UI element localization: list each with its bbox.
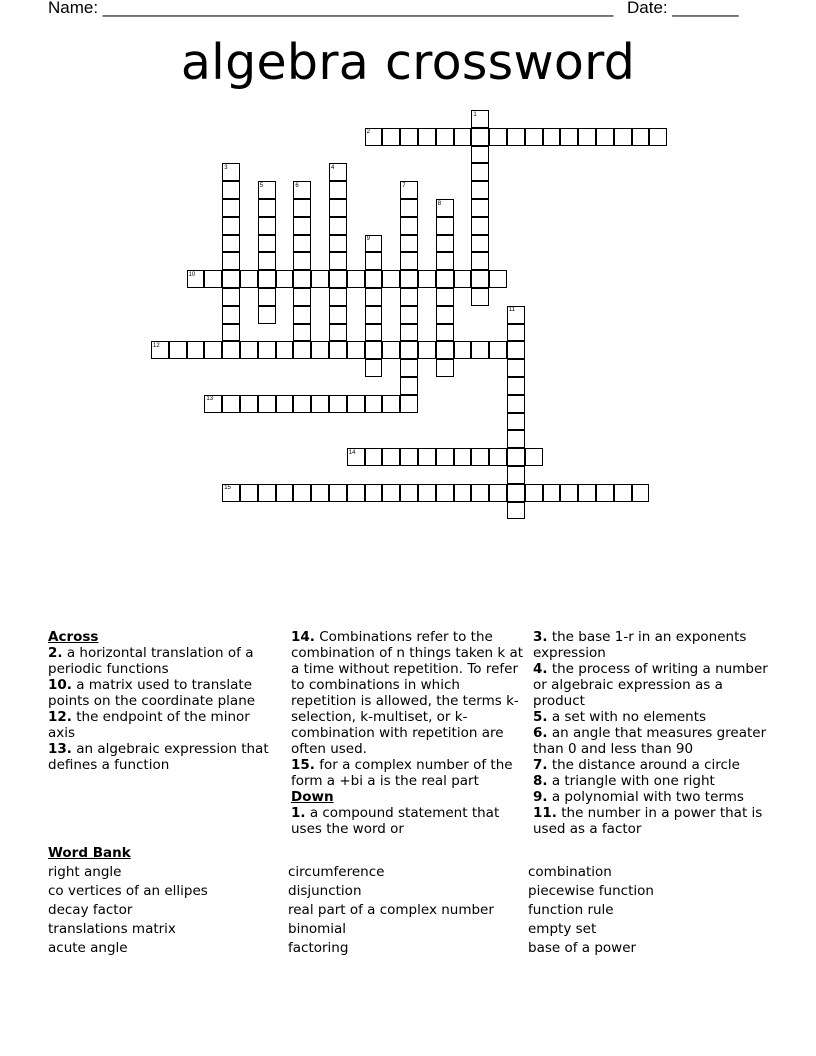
grid-cell[interactable]: [436, 235, 454, 253]
grid-cell[interactable]: [400, 252, 418, 270]
clue-down: [533, 789, 773, 805]
grid-cell[interactable]: [507, 502, 525, 520]
grid-cell[interactable]: [293, 484, 311, 502]
grid-cell[interactable]: [454, 270, 472, 288]
grid-cell[interactable]: [632, 484, 650, 502]
clue-text: a set with no elements: [547, 709, 707, 725]
grid-cell[interactable]: [382, 341, 400, 359]
grid-cell[interactable]: [507, 359, 525, 377]
grid-cell[interactable]: [311, 341, 329, 359]
clue-number-label: 3.: [533, 629, 548, 645]
grid-cell[interactable]: [222, 395, 240, 413]
grid-cell[interactable]: [436, 288, 454, 306]
grid-cell[interactable]: [454, 448, 472, 466]
word-bank-item: empty set: [528, 921, 597, 937]
clue-down: [533, 629, 773, 661]
grid-cell[interactable]: [276, 341, 294, 359]
down-heading: Down: [291, 789, 334, 805]
clue-number-label: 13.: [48, 741, 72, 757]
clue-number: 15: [224, 485, 231, 492]
grid-cell[interactable]: [329, 484, 347, 502]
grid-cell[interactable]: [471, 288, 489, 306]
grid-cell[interactable]: [365, 306, 383, 324]
clue-text: the base 1-r in an exponents expression: [533, 629, 747, 661]
grid-cell[interactable]: [507, 484, 525, 502]
clue-column-1: [48, 629, 273, 773]
name-line: Name: ______________________________________________________: [48, 0, 614, 17]
grid-cell[interactable]: [329, 395, 347, 413]
clue-text: a matrix used to translate points on the coordinate plane: [48, 677, 256, 709]
grid-cell[interactable]: [400, 359, 418, 377]
grid-cell[interactable]: [454, 484, 472, 502]
grid-cell[interactable]: [365, 359, 383, 377]
grid-cell[interactable]: [240, 341, 258, 359]
grid-cell[interactable]: [365, 395, 383, 413]
grid-cell[interactable]: [293, 235, 311, 253]
grid-cell[interactable]: [507, 466, 525, 484]
grid-cell[interactable]: [311, 395, 329, 413]
grid-cell[interactable]: [240, 484, 258, 502]
grid-cell[interactable]: [276, 270, 294, 288]
grid-cell[interactable]: [400, 128, 418, 146]
clue-number-label: 2.: [48, 645, 63, 661]
word-bank-item: function rule: [528, 902, 614, 918]
grid-cell[interactable]: [365, 341, 383, 359]
clue-number-label: 9.: [533, 789, 548, 805]
grid-cell[interactable]: [187, 341, 205, 359]
grid-cell[interactable]: [400, 484, 418, 502]
clue-number: 10: [188, 271, 196, 278]
word-bank-column-3: [528, 863, 763, 958]
grid-cell[interactable]: [222, 341, 240, 359]
word-bank-column-1: [48, 863, 283, 958]
clue-down: [533, 709, 773, 725]
grid-cell[interactable]: [311, 270, 329, 288]
grid-cell[interactable]: [400, 217, 418, 235]
grid-cell[interactable]: [347, 341, 365, 359]
clue-text: the number in a power that is used as a factor: [533, 805, 763, 837]
grid-cell[interactable]: [543, 484, 561, 502]
grid-cell[interactable]: [329, 288, 347, 306]
clue-across: [291, 629, 526, 757]
grid-cell[interactable]: [382, 484, 400, 502]
grid-cell[interactable]: [400, 306, 418, 324]
grid-cell[interactable]: [365, 270, 383, 288]
grid-cell[interactable]: [293, 217, 311, 235]
grid-cell[interactable]: [258, 270, 276, 288]
clue-number: 2: [366, 129, 370, 136]
clue-number: 1: [473, 111, 477, 118]
grid-cell[interactable]: [471, 252, 489, 270]
clue-number-label: 11.: [533, 805, 557, 821]
word-bank-heading: Word Bank: [48, 845, 131, 861]
grid-cell[interactable]: [293, 341, 311, 359]
word-bank-item: piecewise function: [528, 883, 654, 899]
grid-cell[interactable]: [649, 128, 667, 146]
grid-cell[interactable]: [222, 181, 240, 199]
clue-across: [48, 645, 273, 677]
clue-down: [533, 661, 773, 709]
grid-cell[interactable]: [329, 235, 347, 253]
grid-cell[interactable]: [329, 270, 347, 288]
clue-column-2: [291, 629, 526, 837]
clue-text: an angle that measures greater than 0 and less than 90: [533, 725, 767, 757]
across-heading: Across: [48, 629, 99, 645]
clue-text: a polynomial with two terms: [547, 789, 744, 805]
grid-cell[interactable]: [329, 306, 347, 324]
clue-text: a triangle with one right: [547, 773, 715, 789]
grid-cell[interactable]: [436, 359, 454, 377]
grid-cell[interactable]: [222, 252, 240, 270]
grid-cell[interactable]: [507, 341, 525, 359]
grid-cell[interactable]: [329, 341, 347, 359]
grid-cell[interactable]: [418, 128, 436, 146]
grid-cell[interactable]: [293, 270, 311, 288]
grid-cell[interactable]: [293, 288, 311, 306]
grid-cell[interactable]: [222, 288, 240, 306]
grid-cell[interactable]: [471, 163, 489, 181]
grid-cell[interactable]: [507, 128, 525, 146]
grid-cell[interactable]: [347, 484, 365, 502]
word-bank-item: translations matrix: [48, 921, 176, 937]
grid-cell[interactable]: [258, 288, 276, 306]
clue-number: 4: [331, 164, 335, 171]
grid-cell[interactable]: [400, 395, 418, 413]
clue-down: [291, 805, 526, 837]
grid-cell[interactable]: [418, 341, 436, 359]
grid-cell[interactable]: [632, 128, 650, 146]
grid-cell[interactable]: [507, 377, 525, 395]
grid-cell[interactable]: [240, 270, 258, 288]
grid-cell[interactable]: [276, 484, 294, 502]
clue-down: [533, 725, 773, 757]
clue-across: [48, 677, 273, 709]
clue-down: [533, 805, 773, 837]
grid-cell[interactable]: [293, 324, 311, 342]
grid-cell[interactable]: [489, 484, 507, 502]
grid-cell[interactable]: [471, 235, 489, 253]
clue-across: [291, 757, 526, 789]
clue-down: [533, 773, 773, 789]
grid-cell[interactable]: [543, 128, 561, 146]
grid-cell[interactable]: [436, 484, 454, 502]
date-line: Date: _______: [627, 0, 739, 17]
word-bank-item: real part of a complex number: [288, 902, 494, 918]
grid-cell[interactable]: [258, 341, 276, 359]
grid-cell[interactable]: [525, 128, 543, 146]
clue-number: 14: [348, 449, 356, 456]
grid-cell[interactable]: [436, 341, 454, 359]
clue-number: 11: [509, 307, 516, 314]
grid-cell[interactable]: [329, 217, 347, 235]
clue-number: 6: [295, 182, 299, 189]
grid-cell[interactable]: [400, 288, 418, 306]
grid-cell[interactable]: [471, 448, 489, 466]
clue-number-label: 5.: [533, 709, 548, 725]
grid-cell[interactable]: [471, 181, 489, 199]
grid-cell[interactable]: [258, 199, 276, 217]
clue-number: 8: [437, 200, 442, 207]
clue-across: [48, 709, 273, 741]
word-bank-item: circumference: [288, 864, 385, 880]
grid-cell[interactable]: [365, 288, 383, 306]
grid-cell[interactable]: [436, 252, 454, 270]
grid-cell[interactable]: [489, 270, 507, 288]
clue-number-label: 12.: [48, 709, 72, 725]
grid-cell[interactable]: [400, 448, 418, 466]
grid-cell[interactable]: [489, 341, 507, 359]
grid-cell[interactable]: [311, 484, 329, 502]
grid-cell[interactable]: [471, 217, 489, 235]
grid-cell[interactable]: [169, 341, 187, 359]
grid-cell[interactable]: [436, 448, 454, 466]
word-bank-item: disjunction: [288, 883, 362, 899]
clue-number: 13: [206, 396, 214, 403]
grid-cell[interactable]: [489, 448, 507, 466]
word-bank-item: factoring: [288, 940, 349, 956]
grid-cell[interactable]: [293, 306, 311, 324]
grid-cell[interactable]: [454, 341, 472, 359]
grid-cell[interactable]: [222, 199, 240, 217]
grid-cell[interactable]: [276, 395, 294, 413]
word-bank-item: base of a power: [528, 940, 637, 956]
clue-number: 9: [366, 236, 370, 243]
grid-cell[interactable]: [347, 270, 365, 288]
grid-cell[interactable]: [400, 199, 418, 217]
clue-number-label: 15.: [291, 757, 315, 773]
word-bank-column-2: [288, 863, 523, 958]
page-title: algebra crossword: [180, 34, 636, 91]
clue-number-label: 7.: [533, 757, 548, 773]
grid-cell[interactable]: [614, 484, 632, 502]
grid-cell[interactable]: [382, 448, 400, 466]
grid-cell[interactable]: [400, 341, 418, 359]
grid-cell[interactable]: [507, 395, 525, 413]
clue-text: the endpoint of the minor axis: [48, 709, 250, 741]
grid-cell[interactable]: [365, 448, 383, 466]
grid-cell[interactable]: [382, 270, 400, 288]
clue-text: a horizontal translation of a periodic functions: [48, 645, 254, 677]
grid-cell[interactable]: [382, 128, 400, 146]
word-bank-item: co vertices of an ellipes: [48, 883, 208, 899]
grid-cell[interactable]: [471, 146, 489, 164]
grid-cell[interactable]: [525, 448, 543, 466]
grid-cell[interactable]: [596, 484, 614, 502]
grid-cell[interactable]: [258, 252, 276, 270]
clue-column-3: [533, 629, 773, 837]
grid-cell[interactable]: [489, 128, 507, 146]
grid-cell[interactable]: [293, 252, 311, 270]
grid-cell[interactable]: [418, 270, 436, 288]
grid-cell[interactable]: [507, 448, 525, 466]
clue-text: the process of writing a number or algebraic expression as a product: [533, 661, 768, 709]
grid-cell[interactable]: [347, 395, 365, 413]
clue-text: a compound statement that uses the word or: [291, 805, 500, 837]
grid-cell[interactable]: [471, 128, 489, 146]
grid-cell[interactable]: [222, 217, 240, 235]
grid-cell[interactable]: [258, 306, 276, 324]
grid-cell[interactable]: [293, 199, 311, 217]
grid-cell[interactable]: [258, 395, 276, 413]
grid-cell[interactable]: [204, 270, 222, 288]
grid-cell[interactable]: [436, 324, 454, 342]
word-bank-item: binomial: [288, 921, 347, 937]
grid-cell[interactable]: [400, 324, 418, 342]
grid-cell[interactable]: [204, 341, 222, 359]
clue-text: Combinations refer to the combination of n things taken k at a time without repetition. To refer to combinations in which repetition is allowed, the terms k-selection, k-multiset, or k-combination with repetition are often used.: [291, 629, 524, 757]
word-bank-item: combination: [528, 864, 612, 880]
word-bank-item: decay factor: [48, 902, 133, 918]
grid-cell[interactable]: [471, 199, 489, 217]
grid-cell[interactable]: [365, 252, 383, 270]
clue-text: for a complex number of the form a +bi a is the real part: [291, 757, 513, 789]
clue-number: 7: [402, 182, 406, 189]
grid-cell[interactable]: [222, 235, 240, 253]
grid-cell[interactable]: [329, 252, 347, 270]
clue-down: [533, 757, 773, 773]
grid-cell[interactable]: [222, 270, 240, 288]
grid-cell[interactable]: [382, 395, 400, 413]
grid-cell[interactable]: [560, 484, 578, 502]
grid-cell[interactable]: [578, 484, 596, 502]
clue-number: 5: [259, 182, 264, 189]
grid-cell[interactable]: [400, 235, 418, 253]
grid-cell[interactable]: [507, 430, 525, 448]
clue-number-label: 14.: [291, 629, 315, 645]
grid-cell[interactable]: [329, 199, 347, 217]
word-bank-item: acute angle: [48, 940, 128, 956]
grid-cell[interactable]: [436, 217, 454, 235]
grid-cell[interactable]: [436, 270, 454, 288]
grid-cell[interactable]: [471, 484, 489, 502]
grid-cell[interactable]: [578, 128, 596, 146]
grid-cell[interactable]: [471, 341, 489, 359]
grid-cell[interactable]: [240, 395, 258, 413]
grid-cell[interactable]: [560, 128, 578, 146]
grid-cell[interactable]: [454, 128, 472, 146]
grid-cell[interactable]: [400, 377, 418, 395]
grid-cell[interactable]: [614, 128, 632, 146]
grid-cell[interactable]: [222, 324, 240, 342]
grid-cell[interactable]: [418, 484, 436, 502]
clue-number: 3: [224, 164, 228, 171]
grid-cell[interactable]: [222, 306, 240, 324]
grid-cell[interactable]: [507, 324, 525, 342]
clue-number: 12: [153, 342, 160, 349]
grid-cell[interactable]: [400, 270, 418, 288]
grid-cell[interactable]: [258, 235, 276, 253]
clue-number-label: 6.: [533, 725, 548, 741]
grid-cell[interactable]: [365, 324, 383, 342]
grid-cell[interactable]: [436, 128, 454, 146]
grid-cell[interactable]: [365, 484, 383, 502]
clue-across: [48, 741, 273, 773]
grid-cell[interactable]: [258, 217, 276, 235]
grid-cell[interactable]: [329, 181, 347, 199]
clue-number-label: 4.: [533, 661, 548, 677]
clue-text: the distance around a circle: [547, 757, 740, 773]
grid-cell[interactable]: [418, 448, 436, 466]
word-bank-item: right angle: [48, 864, 122, 880]
grid-cell[interactable]: [436, 306, 454, 324]
clue-number-label: 8.: [533, 773, 548, 789]
word-bank: [48, 844, 768, 956]
clue-number-label: 10.: [48, 677, 72, 693]
grid-cell[interactable]: [471, 270, 489, 288]
grid-cell[interactable]: [507, 413, 525, 431]
grid-cell[interactable]: [596, 128, 614, 146]
grid-cell[interactable]: [525, 484, 543, 502]
grid-cell[interactable]: [293, 395, 311, 413]
grid-cell[interactable]: [258, 484, 276, 502]
clue-text: an algebraic expression that defines a function: [48, 741, 269, 773]
grid-cell[interactable]: [329, 324, 347, 342]
clue-number-label: 1.: [291, 805, 306, 821]
